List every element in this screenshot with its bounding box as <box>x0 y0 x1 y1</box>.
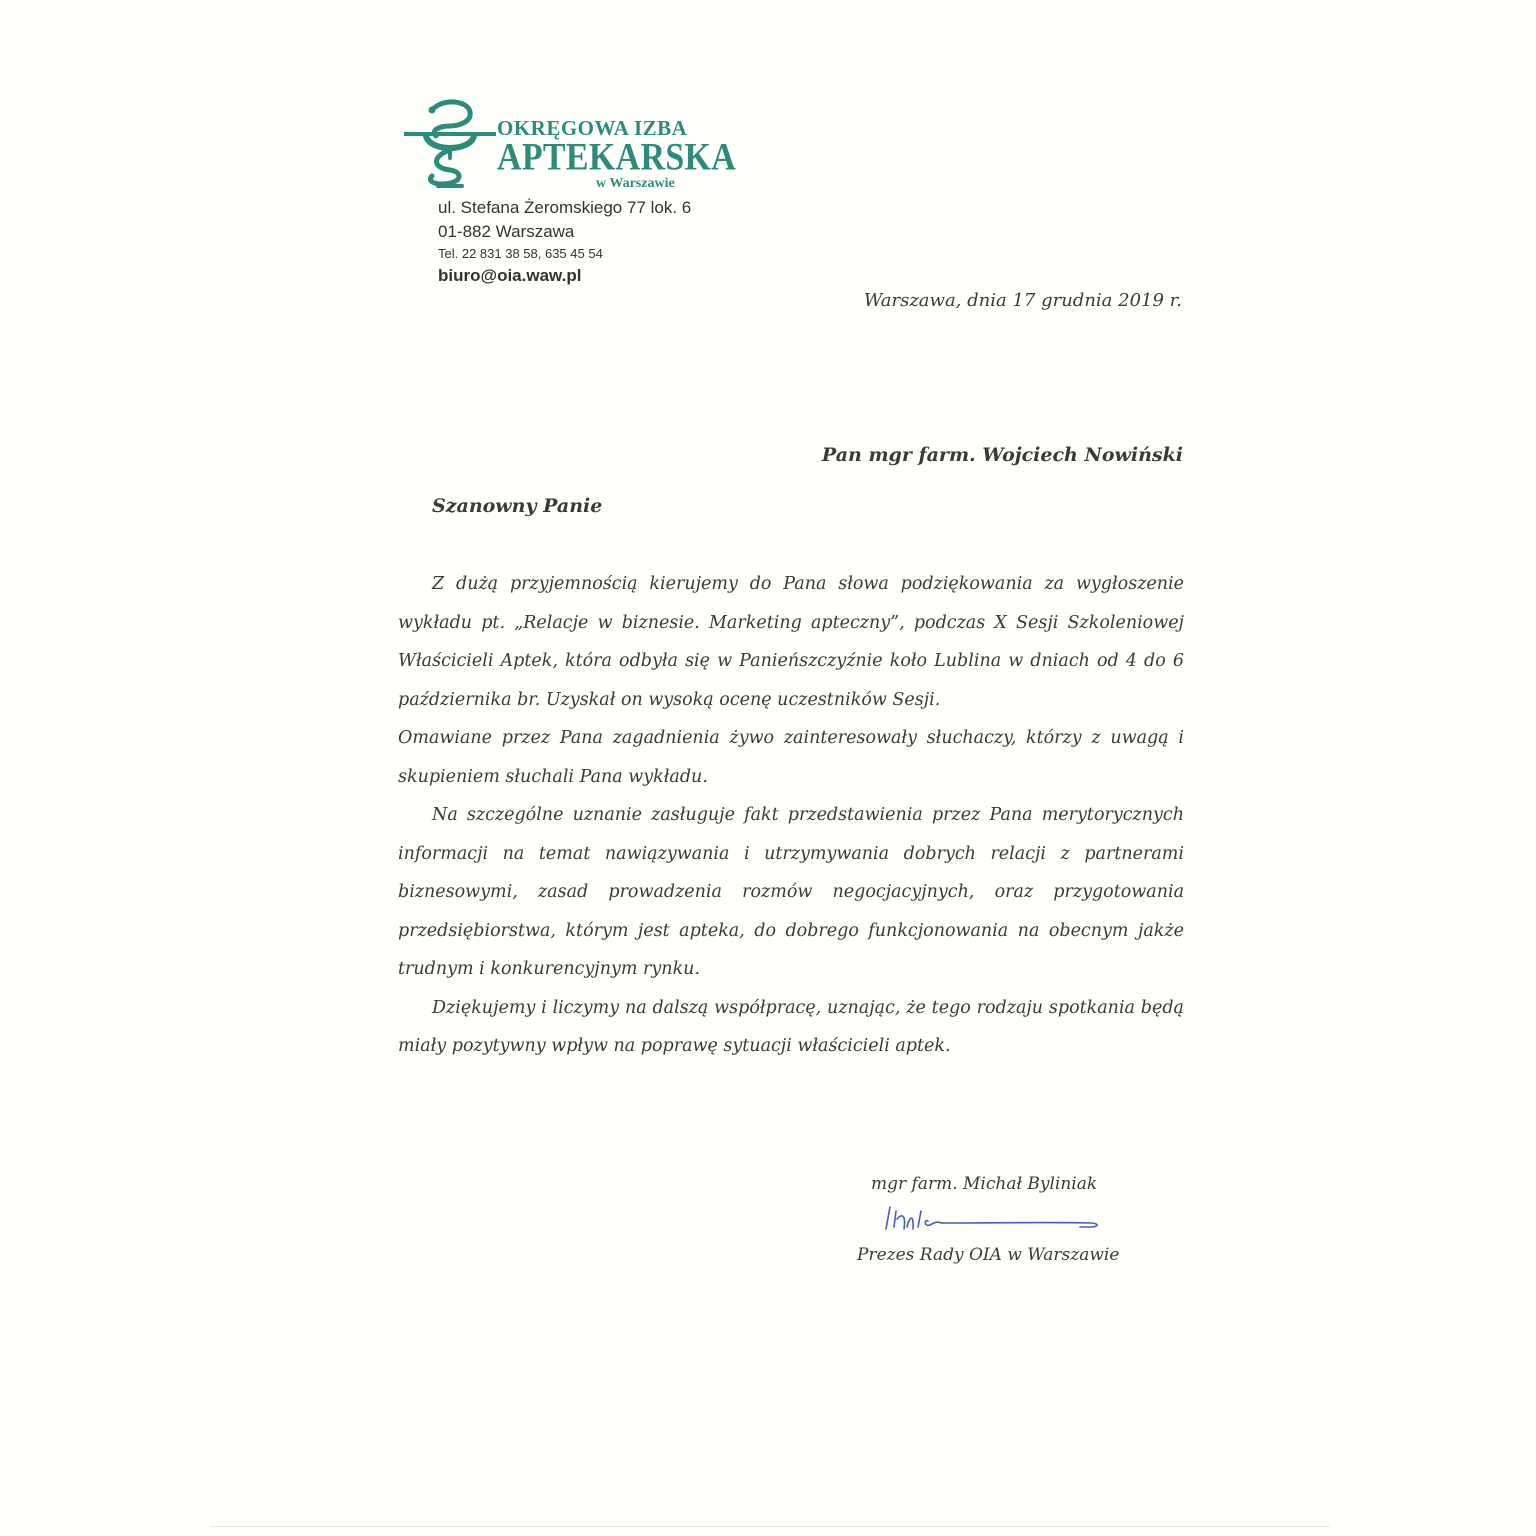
org-name-line2: APTEKARSKA <box>497 136 737 179</box>
salutation: Szanowny Panie <box>432 495 603 517</box>
body-paragraph: Na szczególne uznanie zasługuje fakt przedstawienia przez Pana merytorycznych informacji na temat nawiązywania i utrzymywania dobrych relacji z partnerami biznesowymi, zasad prowadzenia rozmów negocjacyjnych, oraz przygotowania przedsiębiorstwa, którym jest apteka, do dobrego funkcjonowania na obecnym jakże trudnym i konkurencyjnym rynku. <box>398 805 1184 979</box>
recipient: Pan mgr farm. Wojciech Nowiński <box>821 444 1183 466</box>
letter-date: Warszawa, dnia 17 grudnia 2019 r. <box>863 290 1182 311</box>
body-paragraph: Z dużą przyjemnością kierujemy do Pana słowa podziękowania za wygłoszenie wykładu pt. „Relacje w biznesie. Marketing apteczny”, podczas X Sesji Szkoleniowej Właścicieli Aptek, która odbyła się w Panieńszczyźnie koło Lublina w dniach od 4 do 6 października br. Uzyskał on wysoką ocenę uczestników Sesji. <box>398 574 1184 710</box>
body-paragraph: Omawiane przez Pana zagadnienia żywo zainteresowały słuchaczy, którzy z uwagą i skupieniem słuchali Pana wykładu. <box>398 728 1184 787</box>
address-phone: Tel. 22 831 38 58, 635 45 54 <box>438 246 603 261</box>
org-name-line1: OKRĘGOWA IZBA <box>497 116 688 140</box>
bowl-of-hygieia-icon <box>402 96 498 192</box>
signatory-title: Prezes Rady OIA w Warszawie <box>857 1245 1120 1265</box>
handwritten-signature <box>880 1203 1105 1237</box>
address-email: biuro@oia.waw.pl <box>438 266 582 285</box>
letter-body <box>398 565 1184 1066</box>
signatory-name: mgr farm. Michał Byliniak <box>871 1174 1098 1194</box>
page-edge-divider <box>210 1526 1330 1527</box>
address-city: 01-882 Warszawa <box>438 222 575 241</box>
address-street: ul. Stefana Żeromskiego 77 lok. 6 <box>438 198 692 217</box>
org-name-line3: w Warszawie <box>596 176 675 191</box>
body-paragraph: Dziękujemy i liczymy na dalszą współpracę, uznając, że tego rodzaju spotkania będą miały pozytywny wpływ na poprawę sytuacji właścicieli aptek. <box>398 997 1184 1056</box>
